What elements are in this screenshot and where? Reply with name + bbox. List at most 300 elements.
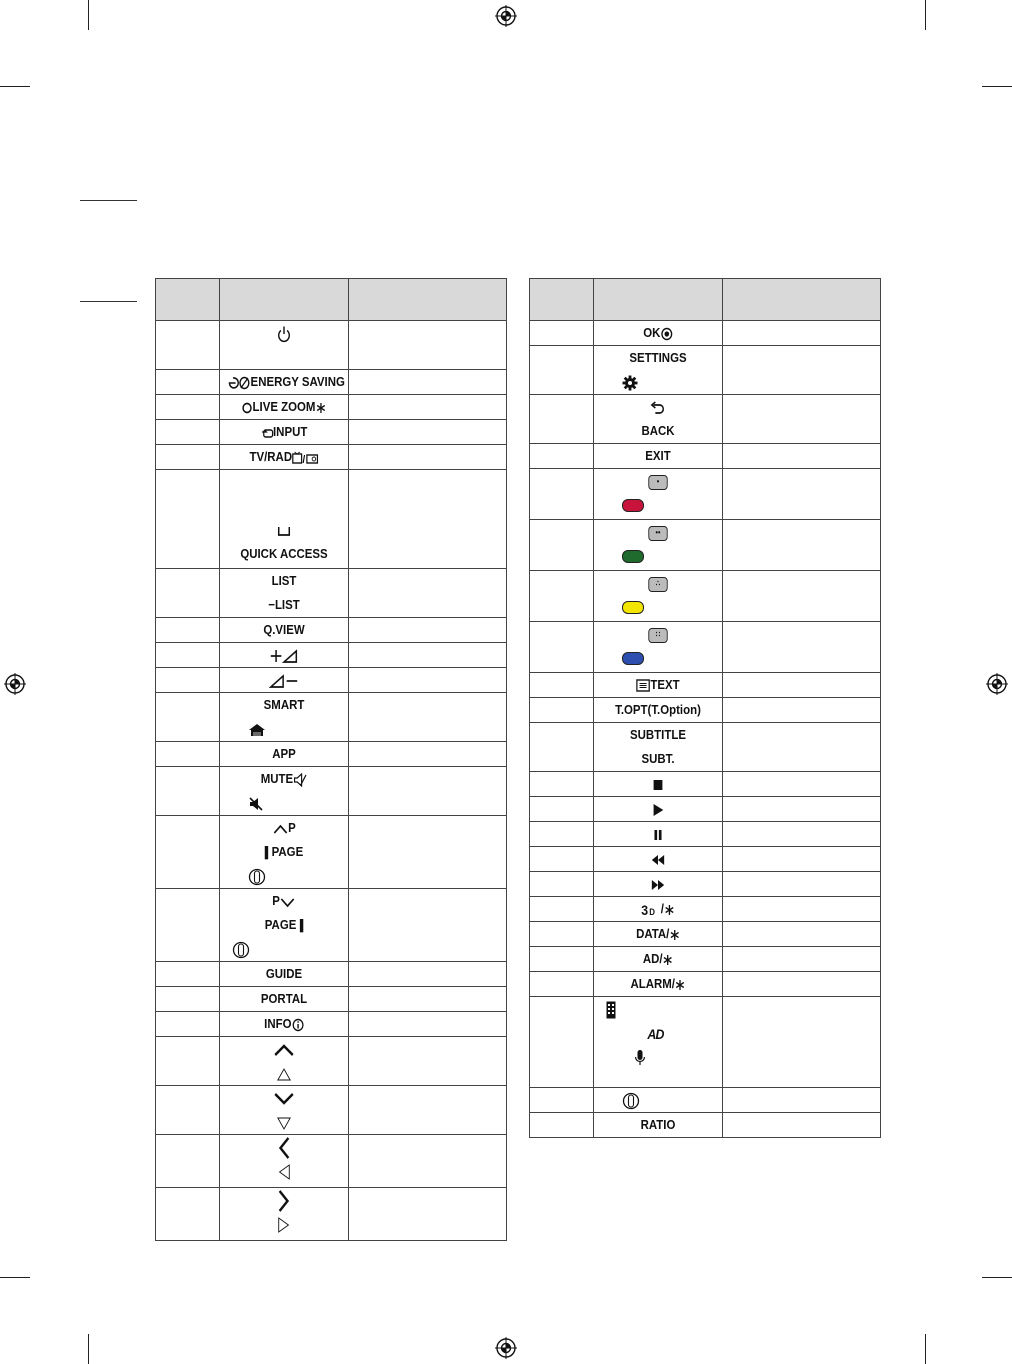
button-cell xyxy=(594,872,723,897)
button-label-line xyxy=(602,847,715,871)
table-row xyxy=(530,622,881,673)
triangle-up-icon xyxy=(277,1067,291,1081)
button-label-line xyxy=(228,1159,341,1183)
number-cell xyxy=(530,947,594,972)
button-cell xyxy=(220,1188,349,1241)
button-label-line xyxy=(602,1021,715,1045)
table-row xyxy=(156,962,507,987)
header-cell xyxy=(156,279,220,321)
volume-up-icon xyxy=(269,648,299,664)
number-cell xyxy=(530,469,594,520)
button-label-line xyxy=(602,1113,715,1137)
table-row xyxy=(156,693,507,742)
button-label-line xyxy=(228,542,341,566)
button-label: PAGE xyxy=(271,844,304,859)
crop-mark xyxy=(0,86,30,87)
color-key-icon xyxy=(622,601,644,614)
button-cell xyxy=(594,723,723,772)
button-label: SMART xyxy=(263,697,305,712)
description-cell xyxy=(723,797,881,822)
button-cell xyxy=(594,321,723,346)
button-label-line xyxy=(228,445,341,469)
button-label-line xyxy=(602,747,715,771)
button-cell xyxy=(594,469,723,520)
button-label: BACK xyxy=(641,423,675,438)
button-label-line xyxy=(228,395,341,419)
arrow-down-icon xyxy=(273,1092,294,1106)
button-cell xyxy=(220,420,349,445)
button-label-line xyxy=(228,668,341,692)
svg-text:/: / xyxy=(302,454,306,465)
button-cell xyxy=(594,997,723,1088)
triangle-left-icon xyxy=(278,1164,290,1180)
button-label-line xyxy=(602,698,715,722)
crop-mark xyxy=(88,0,89,30)
button-cell xyxy=(220,767,349,816)
crop-mark xyxy=(925,1334,926,1364)
live-zoom-circle-icon xyxy=(242,402,253,414)
number-cell xyxy=(156,445,220,470)
table-row xyxy=(530,723,881,772)
button-label-line xyxy=(602,395,715,419)
button-cell xyxy=(220,816,349,889)
description-cell xyxy=(723,469,881,520)
table-row xyxy=(156,1135,507,1188)
button-label-line xyxy=(602,444,715,468)
description-cell xyxy=(723,772,881,797)
button-label: INPUT xyxy=(273,424,308,439)
button-cell xyxy=(594,395,723,444)
number-cell xyxy=(156,321,220,370)
number-cell xyxy=(530,1113,594,1138)
description-cell xyxy=(723,571,881,622)
triangle-right-icon xyxy=(278,1217,290,1233)
button-label-line xyxy=(602,723,715,747)
crop-mark xyxy=(88,1334,89,1364)
header-cell xyxy=(723,279,881,321)
button-label-line xyxy=(602,321,715,345)
table-row xyxy=(156,1012,507,1037)
info-icon xyxy=(292,1018,304,1032)
table-row xyxy=(156,618,507,643)
number-cell xyxy=(156,962,220,987)
button-cell xyxy=(594,622,723,673)
number-cell xyxy=(530,822,594,847)
button-cell xyxy=(594,847,723,872)
button-label-line xyxy=(228,742,341,766)
table-row xyxy=(156,643,507,668)
button-label: GUIDE xyxy=(265,966,303,981)
power-icon xyxy=(277,325,291,343)
button-cell xyxy=(220,470,349,569)
button-label-line xyxy=(220,937,348,961)
button-label-line xyxy=(228,569,341,593)
crop-mark xyxy=(925,0,926,30)
table-header-row xyxy=(156,279,507,321)
button-cell xyxy=(220,1037,349,1086)
microphone-icon xyxy=(634,1049,646,1067)
number-cell xyxy=(156,1188,220,1241)
energy-saving-icon xyxy=(228,376,251,390)
button-label-line xyxy=(602,897,715,921)
table-row xyxy=(530,972,881,997)
margin-rule xyxy=(80,200,137,201)
number-cell xyxy=(156,693,220,742)
description-cell xyxy=(349,693,507,742)
button-cell xyxy=(220,643,349,668)
triangle-down-icon xyxy=(277,1116,291,1130)
table-row xyxy=(530,673,881,698)
table-row xyxy=(530,395,881,444)
table-row xyxy=(530,897,881,922)
audio-description-icon xyxy=(647,1027,670,1041)
button-cell xyxy=(220,742,349,767)
number-cell xyxy=(156,569,220,618)
button-label-line xyxy=(228,816,341,840)
number-cell xyxy=(156,470,220,569)
description-cell xyxy=(349,569,507,618)
back-arrow-icon xyxy=(650,401,666,415)
mute-icon xyxy=(248,797,264,811)
button-cell xyxy=(220,445,349,470)
description-cell xyxy=(349,742,507,767)
numeric-keypad-icon xyxy=(606,1001,616,1019)
wheel-icon xyxy=(232,941,250,959)
button-label: LIVE ZOOM xyxy=(252,399,316,414)
description-cell xyxy=(349,987,507,1012)
number-cell xyxy=(156,742,220,767)
number-cell xyxy=(530,395,594,444)
table-row xyxy=(156,668,507,693)
button-label-line xyxy=(228,321,341,345)
number-cell xyxy=(530,673,594,698)
pause-icon xyxy=(652,828,664,842)
channel-up-icon xyxy=(272,823,288,835)
number-cell xyxy=(530,321,594,346)
button-label-line xyxy=(594,370,722,394)
mute-speaker-icon xyxy=(293,773,307,787)
button-label-line xyxy=(602,571,715,595)
table-row xyxy=(156,1188,507,1241)
table-row xyxy=(530,520,881,571)
button-label: T.OPT(T.Option) xyxy=(615,702,701,717)
button-label-line xyxy=(228,693,341,717)
description-cell xyxy=(723,673,881,698)
button-cell xyxy=(220,569,349,618)
chevron-down-icon xyxy=(280,896,296,908)
button-label-line xyxy=(602,972,715,996)
button-label-line xyxy=(594,595,722,619)
number-cell xyxy=(530,444,594,469)
button-label: SUBTITLE xyxy=(630,727,686,742)
button-label-line xyxy=(228,593,341,617)
number-cell xyxy=(156,987,220,1012)
arrow-left-icon xyxy=(278,1136,290,1160)
number-cell xyxy=(530,346,594,395)
number-cell xyxy=(156,643,220,668)
left-remote-table xyxy=(155,278,507,1241)
table-row xyxy=(156,889,507,962)
button-label-line xyxy=(228,987,341,1011)
table-row xyxy=(156,321,507,370)
button-label-line xyxy=(228,470,341,494)
description-cell xyxy=(349,767,507,816)
button-cell xyxy=(594,444,723,469)
button-label: MUTE xyxy=(260,771,294,786)
star-icon xyxy=(675,979,686,991)
color-key-icon xyxy=(622,499,644,512)
button-label: QUICK ACCESS xyxy=(240,546,328,561)
crop-mark xyxy=(982,1277,1012,1278)
button-label-line xyxy=(228,518,341,542)
button-label-line xyxy=(228,643,341,667)
description-cell xyxy=(723,723,881,772)
button-label-line xyxy=(602,673,715,697)
button-label-line xyxy=(602,622,715,646)
button-label-line xyxy=(602,520,715,544)
description-cell xyxy=(723,872,881,897)
number-cell xyxy=(156,1086,220,1135)
3d-icon xyxy=(641,903,660,917)
table-row xyxy=(156,1086,507,1135)
button-label-line xyxy=(228,1037,341,1061)
button-cell xyxy=(220,321,349,370)
button-label-line xyxy=(594,493,722,517)
table-row xyxy=(530,321,881,346)
button-label-line xyxy=(220,791,348,815)
description-cell xyxy=(349,668,507,693)
table-row xyxy=(530,947,881,972)
button-label-line xyxy=(228,962,341,986)
two-dot-button-icon: •• xyxy=(648,521,667,545)
button-label-line xyxy=(228,420,341,444)
table-row xyxy=(156,370,507,395)
description-cell xyxy=(723,346,881,395)
number-cell xyxy=(530,972,594,997)
button-cell xyxy=(220,962,349,987)
button-label-line xyxy=(228,494,341,518)
button-cell xyxy=(594,922,723,947)
button-label: INFO xyxy=(264,1016,292,1031)
number-cell xyxy=(156,668,220,693)
wheel-icon xyxy=(248,868,266,886)
description-cell xyxy=(349,370,507,395)
registration-mark-icon xyxy=(495,1337,517,1359)
number-cell xyxy=(156,1037,220,1086)
star-icon xyxy=(664,904,675,916)
table-row xyxy=(530,872,881,897)
table-row xyxy=(156,470,507,569)
description-cell xyxy=(349,1086,507,1135)
button-cell xyxy=(220,987,349,1012)
button-label-line xyxy=(228,1012,341,1036)
description-cell xyxy=(349,889,507,962)
button-label-line xyxy=(602,822,715,846)
table-row xyxy=(530,997,881,1088)
number-cell xyxy=(530,997,594,1088)
svg-text:3: 3 xyxy=(641,902,649,917)
table-row xyxy=(156,445,507,470)
description-cell xyxy=(349,1135,507,1188)
rewind-icon xyxy=(651,853,665,867)
table-row xyxy=(530,822,881,847)
star-icon xyxy=(669,929,680,941)
arrow-up-icon xyxy=(273,1043,294,1057)
button-label-line xyxy=(602,419,715,443)
button-label: LIST xyxy=(274,597,300,612)
button-label-line xyxy=(594,1045,722,1069)
button-label-line xyxy=(228,767,341,791)
crop-mark xyxy=(982,86,1012,87)
button-label-line xyxy=(228,840,341,864)
description-cell xyxy=(349,816,507,889)
button-label-line xyxy=(602,872,715,896)
table-row xyxy=(530,346,881,395)
description-cell xyxy=(723,520,881,571)
description-cell xyxy=(349,643,507,668)
margin-rule xyxy=(80,301,137,302)
number-cell xyxy=(156,889,220,962)
description-cell xyxy=(349,962,507,987)
description-cell xyxy=(723,922,881,947)
description-cell xyxy=(723,897,881,922)
number-cell xyxy=(156,395,220,420)
number-cell xyxy=(156,618,220,643)
number-cell xyxy=(530,847,594,872)
crop-mark xyxy=(0,1277,30,1278)
table-header-row xyxy=(530,279,881,321)
one-dot-button-icon: • xyxy=(648,470,667,494)
table-row xyxy=(530,1088,881,1113)
right-remote-table xyxy=(529,278,881,1138)
table-row xyxy=(530,772,881,797)
table-row xyxy=(530,698,881,723)
arrow-right-icon xyxy=(278,1189,290,1213)
button-label-line xyxy=(602,469,715,493)
header-cell xyxy=(530,279,594,321)
button-label-line xyxy=(228,1110,341,1134)
button-cell xyxy=(594,1088,723,1113)
button-cell xyxy=(594,947,723,972)
number-cell xyxy=(156,420,220,445)
description-cell xyxy=(723,1088,881,1113)
button-label-line xyxy=(602,947,715,971)
wheel-icon xyxy=(622,1092,640,1110)
button-label-line xyxy=(228,913,341,937)
page-bar-mark: ▐ xyxy=(296,920,304,932)
description-cell xyxy=(723,622,881,673)
button-label: ALARM/ xyxy=(630,976,675,991)
button-cell xyxy=(594,698,723,723)
number-cell xyxy=(530,698,594,723)
button-label-line xyxy=(594,646,722,670)
number-cell xyxy=(530,922,594,947)
button-cell xyxy=(220,370,349,395)
number-cell xyxy=(156,1012,220,1037)
header-cell xyxy=(594,279,723,321)
three-dot-button-icon: ∴ xyxy=(648,572,667,596)
table-row xyxy=(530,444,881,469)
table-row xyxy=(530,571,881,622)
teletext-icon xyxy=(636,679,650,692)
number-cell xyxy=(530,872,594,897)
button-label: Q.VIEW xyxy=(263,622,305,637)
table-row xyxy=(156,816,507,889)
button-cell xyxy=(220,618,349,643)
description-cell xyxy=(723,972,881,997)
star-icon xyxy=(663,954,674,966)
button-label: P xyxy=(288,820,296,835)
number-cell xyxy=(156,370,220,395)
button-cell xyxy=(594,972,723,997)
button-cell xyxy=(594,346,723,395)
button-label: TEXT xyxy=(650,677,680,692)
button-cell xyxy=(220,693,349,742)
table-row xyxy=(156,395,507,420)
button-label-line xyxy=(228,1086,341,1110)
button-label-line xyxy=(228,1212,341,1236)
number-cell xyxy=(156,767,220,816)
description-cell xyxy=(723,1113,881,1138)
number-cell xyxy=(530,723,594,772)
table-row xyxy=(156,767,507,816)
description-cell xyxy=(723,395,881,444)
description-cell xyxy=(723,321,881,346)
gear-icon xyxy=(622,375,638,391)
table-row xyxy=(156,420,507,445)
number-cell xyxy=(530,1088,594,1113)
number-cell xyxy=(530,622,594,673)
button-label-line xyxy=(594,1088,722,1112)
table-row xyxy=(530,922,881,947)
description-cell xyxy=(723,444,881,469)
button-label: SUBT. xyxy=(641,751,675,766)
play-icon xyxy=(652,803,664,817)
space-icon xyxy=(277,525,291,537)
number-cell xyxy=(156,816,220,889)
volume-down-icon xyxy=(269,673,299,689)
svg-text:AD: AD xyxy=(647,1026,664,1041)
button-label-line xyxy=(228,618,341,642)
button-label-line xyxy=(228,889,341,913)
table-row xyxy=(530,797,881,822)
description-cell xyxy=(349,445,507,470)
description-cell xyxy=(723,698,881,723)
registration-mark-icon xyxy=(4,673,26,695)
table-row xyxy=(156,1037,507,1086)
description-cell xyxy=(723,822,881,847)
button-label-line xyxy=(228,370,345,394)
button-label-line xyxy=(602,797,715,821)
button-label-line xyxy=(594,544,722,568)
svg-text:D: D xyxy=(649,906,656,917)
button-cell xyxy=(594,822,723,847)
description-cell xyxy=(723,997,881,1088)
button-cell xyxy=(220,1135,349,1188)
button-label: LIST xyxy=(271,573,297,588)
fast-forward-icon xyxy=(651,878,665,892)
registration-mark-icon xyxy=(495,5,517,27)
description-cell xyxy=(349,395,507,420)
button-label: P xyxy=(272,893,280,908)
button-label: APP xyxy=(272,746,296,761)
home-icon xyxy=(248,723,266,737)
button-label: ENERGY SAVING xyxy=(250,374,345,389)
color-key-icon xyxy=(622,550,644,563)
button-cell xyxy=(594,772,723,797)
button-label: SETTINGS xyxy=(629,350,687,365)
description-cell xyxy=(349,321,507,370)
